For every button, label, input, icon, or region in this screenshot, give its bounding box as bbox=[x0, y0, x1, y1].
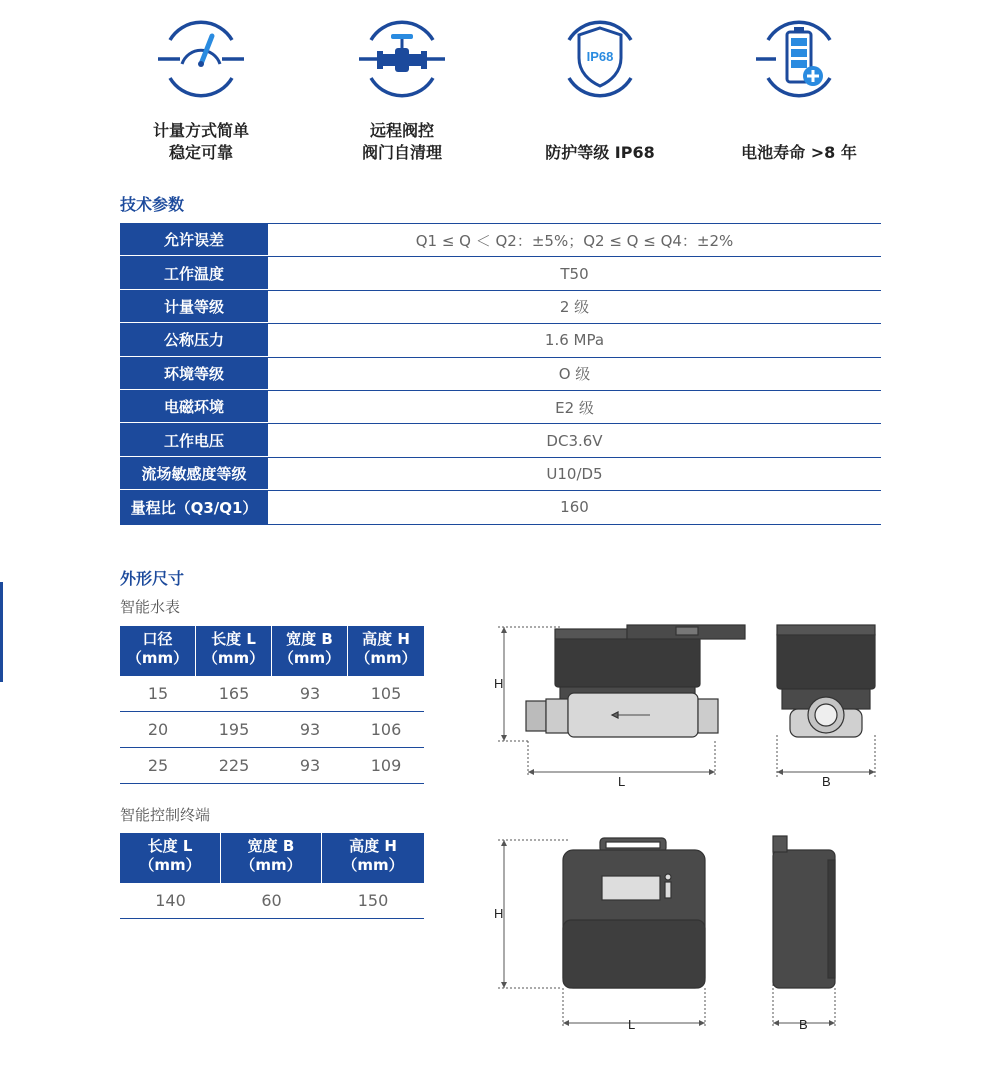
table-cell: 109 bbox=[370, 756, 402, 775]
battery-icon bbox=[754, 18, 844, 100]
svg-text:IP68: IP68 bbox=[586, 49, 614, 64]
table-header-cell: 长度 L （mm） bbox=[120, 833, 221, 883]
feature-label: 电池寿命 >8 年 bbox=[741, 143, 857, 162]
table-cell: 195 bbox=[218, 720, 250, 739]
table-row bbox=[120, 224, 881, 257]
spec-value: U10/D5 bbox=[546, 464, 603, 483]
table-cell: 105 bbox=[370, 684, 402, 703]
meter-subtitle: 智能水表 bbox=[120, 598, 181, 616]
table-row bbox=[120, 458, 881, 491]
table-header-cell: 宽度 B （mm） bbox=[272, 626, 348, 676]
table-header-cell: 高度 H （mm） bbox=[342, 837, 404, 874]
spec-key: 公称压力 bbox=[120, 324, 268, 356]
table-row bbox=[120, 491, 881, 524]
spec-value: 1.6 MPa bbox=[544, 331, 605, 350]
meter-dimension-table bbox=[120, 626, 424, 784]
feature-label: 防护等级 IP68 bbox=[545, 143, 655, 162]
feature-gauge bbox=[116, 18, 286, 164]
table-row bbox=[120, 883, 424, 919]
spec-value: Q1 ≤ Q ＜ Q2：±5%；Q2 ≤ Q ≤ Q4：±2% bbox=[415, 231, 734, 250]
table-row bbox=[120, 676, 424, 712]
dim-label-h: H bbox=[494, 676, 504, 691]
spec-key: 计量等级 bbox=[120, 291, 268, 323]
spec-key: 环境等级 bbox=[120, 358, 268, 390]
spec-value: DC3.6V bbox=[546, 431, 603, 450]
spec-key: 允许误差 bbox=[120, 224, 268, 256]
table-row bbox=[120, 358, 881, 391]
table-row bbox=[120, 291, 881, 324]
table-cell: 25 bbox=[147, 756, 169, 775]
table-header-cell: 高度 H （mm） bbox=[355, 630, 417, 667]
spec-key: 量程比（Q3/Q1） bbox=[120, 491, 268, 523]
table-cell: 93 bbox=[299, 720, 321, 739]
table-cell: 106 bbox=[370, 720, 402, 739]
feature-valve bbox=[317, 18, 487, 164]
table-cell: 93 bbox=[299, 684, 321, 703]
gauge-icon bbox=[156, 18, 246, 100]
spec-value: E2 级 bbox=[555, 398, 594, 417]
terminal-subtitle: 智能控制终端 bbox=[120, 806, 211, 824]
table-row bbox=[120, 257, 881, 290]
terminal-dimension-drawing bbox=[490, 830, 890, 1035]
valve-icon bbox=[357, 18, 447, 100]
table-header-row bbox=[120, 833, 424, 883]
dim-label-l: L bbox=[618, 774, 626, 789]
table-cell: 60 bbox=[261, 891, 282, 910]
table-row bbox=[120, 748, 424, 784]
tech-section-title: 技术参数 bbox=[120, 195, 185, 214]
spec-key: 工作温度 bbox=[120, 257, 268, 289]
table-row bbox=[120, 424, 881, 457]
feature-label: 远程阀控 阀门自清理 bbox=[361, 121, 442, 162]
table-cell: 20 bbox=[147, 720, 169, 739]
table-cell: 140 bbox=[155, 891, 186, 910]
spec-key: 流场敏感度等级 bbox=[120, 458, 268, 490]
dim-label-b: B bbox=[822, 774, 831, 789]
table-cell: 15 bbox=[147, 684, 169, 703]
meter-dimension-drawing bbox=[490, 615, 890, 790]
dim-label-b: B bbox=[799, 1017, 808, 1032]
ip68-shield-icon bbox=[555, 18, 645, 100]
feature-row bbox=[118, 18, 878, 168]
table-cell: 150 bbox=[357, 891, 389, 910]
table-header-cell: 口径 （mm） bbox=[120, 626, 196, 676]
feature-label: 计量方式简单 稳定可靠 bbox=[152, 121, 249, 162]
table-row bbox=[120, 324, 881, 357]
feature-battery bbox=[714, 18, 884, 164]
terminal-dimension-table bbox=[120, 833, 424, 919]
dim-label-h: H bbox=[494, 906, 504, 921]
table-header-row bbox=[120, 626, 424, 676]
spec-value: 160 bbox=[560, 498, 589, 517]
table-header-cell: 宽度 B （mm） bbox=[221, 833, 322, 883]
spec-value: 2 级 bbox=[559, 298, 590, 317]
spec-key: 电磁环境 bbox=[120, 391, 268, 423]
spec-value: T50 bbox=[560, 264, 589, 283]
table-header-cell: 长度 L （mm） bbox=[196, 626, 272, 676]
spec-table bbox=[120, 223, 881, 525]
table-cell: 225 bbox=[218, 756, 250, 775]
table-cell: 93 bbox=[299, 756, 321, 775]
dims-section-title: 外形尺寸 bbox=[120, 569, 185, 588]
spec-value: O 级 bbox=[558, 365, 591, 384]
table-row bbox=[120, 391, 881, 424]
table-cell: 165 bbox=[218, 684, 250, 703]
dim-label-l: L bbox=[628, 1017, 636, 1032]
page-edge-accent bbox=[0, 582, 3, 682]
spec-key: 工作电压 bbox=[120, 424, 268, 456]
feature-ip68 bbox=[515, 18, 685, 164]
table-row bbox=[120, 712, 424, 748]
